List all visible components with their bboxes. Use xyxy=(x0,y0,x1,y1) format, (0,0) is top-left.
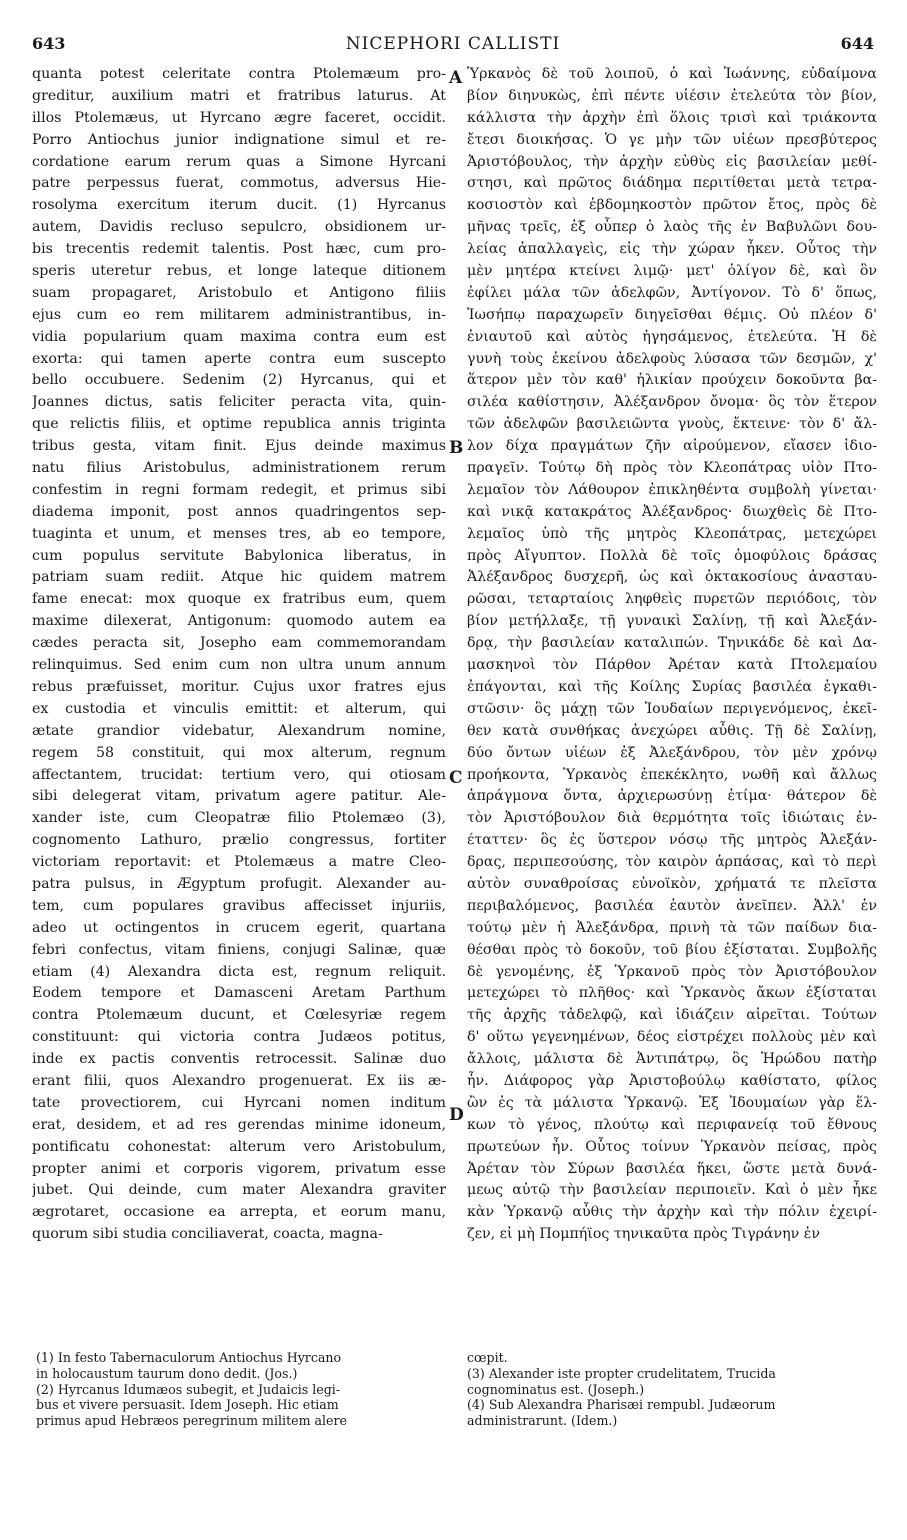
greek-text-line: μῆνας τρεῖς, ἐξ οὗπερ ὁ λαὸς τῆς ἐν Βαβυλῶνι δου- xyxy=(467,219,877,236)
greek-text-line: τούτῳ μὲν ἡ Ἀλεξάνδρα, πρινὴ τὰ τῶν παίδων δια- xyxy=(467,919,877,936)
greek-text-line: τῶν ἀδελφῶν βασιλειῶντα γνοὺς, ἔκτεινε· τὸν δ' ἄλ- xyxy=(467,416,877,433)
greek-text-line: έταττεν· ὃς ἐς ὕστερον νόσῳ τῆς μητρὸς Ἀλεξάν- xyxy=(467,832,877,849)
greek-text-line: θέσθαι πρὸς τὸ δοκοῦν, τοῦ βίου ἐξίσταται. Συμβολῆς xyxy=(467,941,877,958)
greek-text-line: λον δίχα πραγμάτων ζῆν αἱρούμενον, εἴασεν ἰδιο- xyxy=(467,438,877,455)
greek-text-line: ἄλλοις, μάλιστα δὲ Ἀντιπάτρῳ, ὃς Ἡρώδου πατὴρ xyxy=(467,1051,877,1068)
greek-text-line: μεως αὐτῷ τὴν βασιλείαν περιποιεῖν. Καὶ ὁ μὲν ἧκε xyxy=(467,1182,877,1199)
greek-text-line: στησι, καὶ πρῶτος διάδημα περιτίθεται μετὰ τετρα- xyxy=(467,175,877,192)
latin-text-line: tem, cum populares gravibus affecisset injuriis, xyxy=(32,897,446,914)
greek-text-line: δὲ γενομένης, ἐξ Ὑρκανοῦ πρὸς τὸν Ἀριστόβουλον xyxy=(467,963,877,980)
latin-text-line: patriam suam rediit. Atque hic quidem matrem xyxy=(32,569,446,586)
greek-text-line: βίον διηνυκὼς, ἐπὶ πέντε υἱέσιν ἐτελεύτα τὸν βίον, xyxy=(467,87,877,104)
greek-text-line: καὶ νικᾷ κατακράτος Ἀλέξανδρος· διωχθεὶς δὲ Πτο- xyxy=(467,503,877,520)
latin-text-line: propter animi et corporis vigorem, privatum esse xyxy=(32,1160,446,1177)
latin-text-line: ægrotaret, occasione ea arrepta, et eorum manu, xyxy=(32,1204,446,1221)
latin-column xyxy=(32,64,446,1340)
latin-text-line: cordatione earum rerum quas a Simone Hyrcani xyxy=(32,153,446,170)
page-number-right: 644 xyxy=(840,34,874,53)
greek-text-line: πρὸς Αἴγυπτον. Πολλὰ δὲ τοῖς ὁμοφύλοις δράσας xyxy=(467,547,877,564)
greek-text-line: ἦν. Διάφορος γὰρ Ἀριστοβούλῳ καθίστατο, φίλος xyxy=(467,1072,877,1089)
footnotes-right xyxy=(467,1350,877,1500)
latin-text-line: maxime dilexerat, Antigonum: quomodo autem ea xyxy=(32,613,446,630)
latin-text-line: exorta: qui tamen aperte contra eum suscepto xyxy=(32,350,446,367)
latin-text-line: que relictis filiis, et optime republica annis triginta xyxy=(32,416,446,433)
greek-text-line: μὲν μητέρα κτείνει λιμῷ· μετ' ὀλίγον δὲ, καὶ ὃν xyxy=(467,263,877,280)
greek-text-line: ὢν ἐς τὰ μάλιστα Ὑρκανῷ. Ἐξ Ἰδουμαίων γὰρ ἕλ- xyxy=(467,1094,877,1111)
latin-text-line: illos Ptolemæus, ut Hyrcano ægre faceret, occidit. xyxy=(32,109,446,126)
latin-text-line: tribus gesta, vitam finit. Ejus deinde maximus xyxy=(32,438,446,455)
greek-text-line: ἀπράγμονα ὄντα, ἀρχιερωσύνῃ ἐτίμα· θάτερον δὲ xyxy=(467,788,877,805)
latin-text-line: diadema imponit, post annos quadringentos sep- xyxy=(32,503,446,520)
latin-text-line: jubet. Qui deinde, cum mater Alexandra graviter xyxy=(32,1182,446,1199)
latin-text-line: tate provectiorem, cui Hyrcani nomen inditum xyxy=(32,1094,446,1111)
greek-text-line: ἐνιαυτοῦ καὶ αὐτὸς ἡγησάμενος, ἐτελεύτα. Ἡ δὲ xyxy=(467,328,877,345)
footnote-right-line: (3) Alexander iste propter crudelitatem, Trucida xyxy=(467,1365,776,1381)
greek-column xyxy=(467,64,877,1340)
latin-text-line: suam propagaret, Aristobulo et Antigono filiis xyxy=(32,284,446,301)
latin-text-line: febri confectus, vitam finiens, conjugi Salinæ, quæ xyxy=(32,941,446,958)
latin-text-line: erant filii, quos Alexandro progenuerat. Ex iis æ- xyxy=(32,1072,446,1089)
latin-text-line: ejus cum eo rem militarem administrantibus, in- xyxy=(32,306,446,323)
latin-text-line: constituunt: qui victoria contra Judæos potitus, xyxy=(32,1029,446,1046)
greek-text-line: Ἀρέταν τὸν Σύρων βασιλέα ἥκει, ὥστε μετὰ δυνά- xyxy=(467,1160,877,1177)
latin-text-line: victoriam reportavit: et Ptolemæus a matre Cleo- xyxy=(32,854,446,871)
latin-text-line: pontificatu cohonestat: alterum vero Aristobulum, xyxy=(32,1138,446,1155)
greek-text-line: κὰν Ὑρκανῷ αὖθις τὴν ἀρχὴν καὶ τὴν πόλιν ἐχειρί- xyxy=(467,1204,877,1221)
margin-letter-b: B xyxy=(449,438,464,458)
greek-text-line: πρωτεύων ἦν. Οὗτος τοίνυν Ὑρκανὸν πείσας, πρὸς xyxy=(467,1138,877,1155)
latin-text-line: greditur, auxilium matri et fratribus laturus. At xyxy=(32,87,446,104)
latin-text-line: Joannes dictus, satis feliciter peracta vita, quin- xyxy=(32,394,446,411)
latin-text-line: quanta potest celeritate contra Ptolemæum pro- xyxy=(32,66,446,82)
latin-text-line: patra pulsus, in Ægyptum profugit. Alexander au- xyxy=(32,875,446,892)
latin-text-line: Eodem tempore et Damasceni Aretam Parthum xyxy=(32,985,446,1002)
greek-text-line: δρας, περιπεσούσης, τὸν καιρὸν ἁρπάσας, καὶ τὸ περὶ xyxy=(467,854,877,871)
footnote-right-line: (4) Sub Alexandra Pharisæi rempubl. Judæorum xyxy=(467,1397,776,1413)
greek-text-line: πραγεῖν. Τούτῳ δὴ πρὸς τὸν Κλεοπάτρας υἱὸν Πτο- xyxy=(467,460,877,477)
greek-text-line: προήκοντα, Ὑρκανὸς ἐπεκέκλητο, νωθῆ καὶ ἄλλως xyxy=(467,766,877,783)
margin-letter-d: D xyxy=(449,1105,464,1125)
greek-text-line: θεν κατὰ συνθήκας ἀνεχώρει αὖθις. Τῇ δὲ Σαλίνῃ, xyxy=(467,722,877,739)
greek-text-line: δύο ὄντων υἱέων ἐξ Ἀλεξάνδρου, τὸν μὲν χρόνῳ xyxy=(467,744,877,761)
latin-text-line: sibi delegerat vitam, privatum agere patitur. Ale- xyxy=(32,788,446,805)
page-number-left: 643 xyxy=(32,34,66,53)
latin-text-line: etiam (4) Alexandra dicta est, regnum reliquit. xyxy=(32,963,446,980)
greek-text-line: κων τὸ γένος, πλούτῳ καὶ περιφανείᾳ τοῦ ἔθνους xyxy=(467,1116,877,1133)
greek-text-line: ἐφίλει μάλα τῶν ἀδελφῶν, Ἀντίγονον. Τὸ δ' ὅπως, xyxy=(467,284,877,301)
greek-text-line: λείας ἀπαλλαγεὶς, εἰς τὴν χώραν ἧκεν. Οὗτος τὴν xyxy=(467,241,877,258)
latin-text-line: bis trecentis redemit talentis. Post hæc, cum pro- xyxy=(32,241,446,258)
latin-text-line: ex custodia et vinculis emittit: et alterum, qui xyxy=(32,700,446,717)
greek-text-line: βίον μετήλλαξε, τῇ γυναικὶ Σαλίνῃ, τῇ καὶ Ἀλεξάν- xyxy=(467,613,877,630)
footnote-right-line: cognominatus est. (Joseph.) xyxy=(467,1381,645,1397)
greek-text-line: δ' οὕτω γεγενημένων, δέος εἰστρέχει πολλοὺς μὲν καὶ xyxy=(467,1029,877,1046)
latin-text-line: fame enecat: mox quoque ex fratribus eum, quem xyxy=(32,591,446,608)
latin-text-line: cædes peracta sit, Josepho eam commemorandam xyxy=(32,635,446,652)
greek-text-line: ζεν, εἰ μὴ Πομπήϊος τηνικαῦτα πρὸς Τιγράνην ἐν xyxy=(467,1226,820,1243)
latin-text-line: autem, Davidis recluso sepulcro, obsidionem ur- xyxy=(32,219,446,236)
greek-text-line: περιβαλόμενος, βασιλέα ἑαυτὸν ἀνεῖπεν. Ἀλλ' ἐν xyxy=(467,897,877,914)
greek-text-line: Ἰωσήπῳ παραχωρεῖν διηγεῖσθαι θέμις. Οὐ πλέον δ' xyxy=(467,306,877,323)
greek-text-line: λεμαῖον τὸν Λάθουρον ἐπικληθέντα συμβολὴ γίνεται· xyxy=(467,481,877,498)
footnote-left-line: primus apud Hebræos peregrinum militem alere xyxy=(36,1413,347,1429)
greek-text-line: τῆς ἀρχῆς τἀδελφῷ, καὶ ἰδιάζειν αἱρεῖται. Τούτων xyxy=(467,1007,877,1024)
footnote-left-line: (1) In festo Tabernaculorum Antiochus Hyrcano xyxy=(36,1350,342,1365)
latin-text-line: adeo ut octingentos in crucem egerit, quartana xyxy=(32,919,446,936)
greek-text-line: μετεχώρει τὸ πλῆθος· καὶ Ὑρκανὸς ἄκων ἐξίσταται xyxy=(467,985,877,1002)
greek-text-line: τὸν Ἀριστόβουλον διὰ θερμότητα τοῖς ἰδιώταις ἐν- xyxy=(467,810,877,827)
footnote-left-line: bus et vivere persuasit. Idem Joseph. Hic etiam xyxy=(36,1397,339,1413)
latin-text-line: confestim in regni formam redegit, et primus sibi xyxy=(32,481,446,498)
latin-text-line: contra Ptolemæum ducunt, et Cœlesyriæ regem xyxy=(32,1007,446,1024)
greek-text-line: σιλέα καθίστησιν, Ἀλέξανδρον ὄνομα· ὃς τὸν ἕτερον xyxy=(467,394,877,411)
latin-text-line: quorum sibi studia conciliaverat, coacta, magna- xyxy=(32,1226,383,1243)
latin-text-line: vidia popularium quam maxima contra eum est xyxy=(32,328,446,345)
latin-text-line: tuaginta et unum, et menses tres, ab eo tempore, xyxy=(32,525,446,542)
latin-text-line: Porro Antiochus junior indignatione simul et re- xyxy=(32,131,446,148)
greek-text-line: κοσιοστὸν καὶ ἑβδομηκοστὸν πρῶτον ἔτος, πρὸς δὲ xyxy=(467,197,877,214)
greek-text-line: Ἀριστόβουλος, τὴν ἀρχὴν εὐθὺς εἰς βασιλείαν μεθί- xyxy=(467,153,877,170)
latin-text-line: rosolyma exercitum iterum ducit. (1) Hyrcanus xyxy=(32,197,446,214)
latin-text-line: inde ex pactis conventis retrocessit. Salinæ duo xyxy=(32,1051,446,1068)
margin-letter-a: A xyxy=(449,68,463,88)
greek-text-line: γυνὴ τοὺς ἐκείνου ἀδελφοὺς λύσασα τῶν δεσμῶν, χ' xyxy=(467,350,877,367)
latin-text-line: cum populus servitute Babylonica liberatus, in xyxy=(32,547,446,564)
greek-text-line: στῶσιν· ὃς μάχῃ τῶν Ἰουδαίων περιγενόμενος, ἐκεῖ- xyxy=(467,700,877,717)
latin-text-line: natu filius Aristobulus, administrationem rerum xyxy=(32,460,446,477)
greek-text-line: ἅτερον μὲν τὸν καθ' ἡλικίαν προύχειν δοκοῦντα βα- xyxy=(467,372,877,389)
greek-text-line: ρῶσαι, τεταρταίοις ληφθεὶς πυρετῶν περιόδοις, τὸν xyxy=(467,591,877,608)
latin-text-line: erat, desidem, et ad res gerendas minime idoneum, xyxy=(32,1116,446,1133)
footnote-left-line: in holocaustum taurum dono dedit. (Jos.) xyxy=(36,1365,298,1381)
greek-text-line: Ἀλέξανδρος δυσχερῆ, ὡς καὶ ὀκτακοσίους ἀνασταυ- xyxy=(467,569,877,586)
latin-text-line: ætate grandior videbatur, Alexandrum nomine, xyxy=(32,722,446,739)
greek-text-line: αὐτὸν συναθροίσας εὐνοϊκὸν, χρήματά τε πλεῖστα xyxy=(467,875,877,892)
greek-text-line: Ὑρκανὸς δὲ τοῦ λοιποῦ, ὁ καὶ Ἰωάννης, εὐδαίμονα xyxy=(467,66,877,82)
running-title: NICEPHORI CALLISTI xyxy=(345,34,561,54)
latin-text-line: cognomento Lathuro, prælio congressus, fortiter xyxy=(32,832,446,849)
footnote-right-line: administrarunt. (Idem.) xyxy=(467,1413,618,1429)
greek-text-line: ἔτεσι διοικήσας. Ὁ γε μὴν τῶν υἱέων πρεσβύτερος xyxy=(467,131,877,148)
latin-text-line: rebus præfuisset, moritur. Cujus uxor fratres ejus xyxy=(32,678,446,695)
greek-text-line: μασκηνοὶ τὸν Πάρθον Ἀρέταν κατὰ Πτολεμαίου xyxy=(467,657,877,674)
greek-text-line: ἐπάγονται, καὶ τῆς Κοίλης Συρίας βασιλέα ἐγκαθι- xyxy=(467,678,877,695)
latin-text-line: bello occubuere. Sedenim (2) Hyrcanus, qui et xyxy=(32,372,446,389)
latin-text-line: regem 58 constituit, qui mox alterum, regnum xyxy=(32,744,446,761)
latin-text-line: xander iste, cum Cleopatræ filio Ptolemæo (3), xyxy=(32,810,446,827)
greek-text-line: λεμαῖος ὑπὸ τῆς μητρὸς Κλεοπάτρας, μετεχώρει xyxy=(467,525,877,542)
margin-letter-c: C xyxy=(449,768,463,788)
footnotes-left xyxy=(36,1350,446,1500)
latin-text-line: speris uteretur rebus, et longe lateque ditionem xyxy=(32,263,446,280)
greek-text-line: δρᾳ, τὴν βασιλείαν καταλιπών. Τηνικάδε δὲ καὶ Δα- xyxy=(467,635,877,652)
latin-text-line: relinquimus. Sed enim cum non ultra unum annum xyxy=(32,657,446,674)
latin-text-line: affectantem, trucidat: tertium vero, qui otiosam xyxy=(32,766,446,783)
footnote-left-line: (2) Hyrcanus Idumæos subegit, et Judaicis legi- xyxy=(36,1381,341,1397)
footnote-right-line: cœpit. xyxy=(467,1350,508,1365)
latin-text-line: patre perpessus fuerat, commotus, adversus Hie- xyxy=(32,175,446,192)
greek-text-line: κάλλιστα τὴν ἀρχὴν ἐπὶ ὅλοις τρισὶ καὶ τριάκοντα xyxy=(467,109,877,126)
page-header xyxy=(32,34,874,60)
